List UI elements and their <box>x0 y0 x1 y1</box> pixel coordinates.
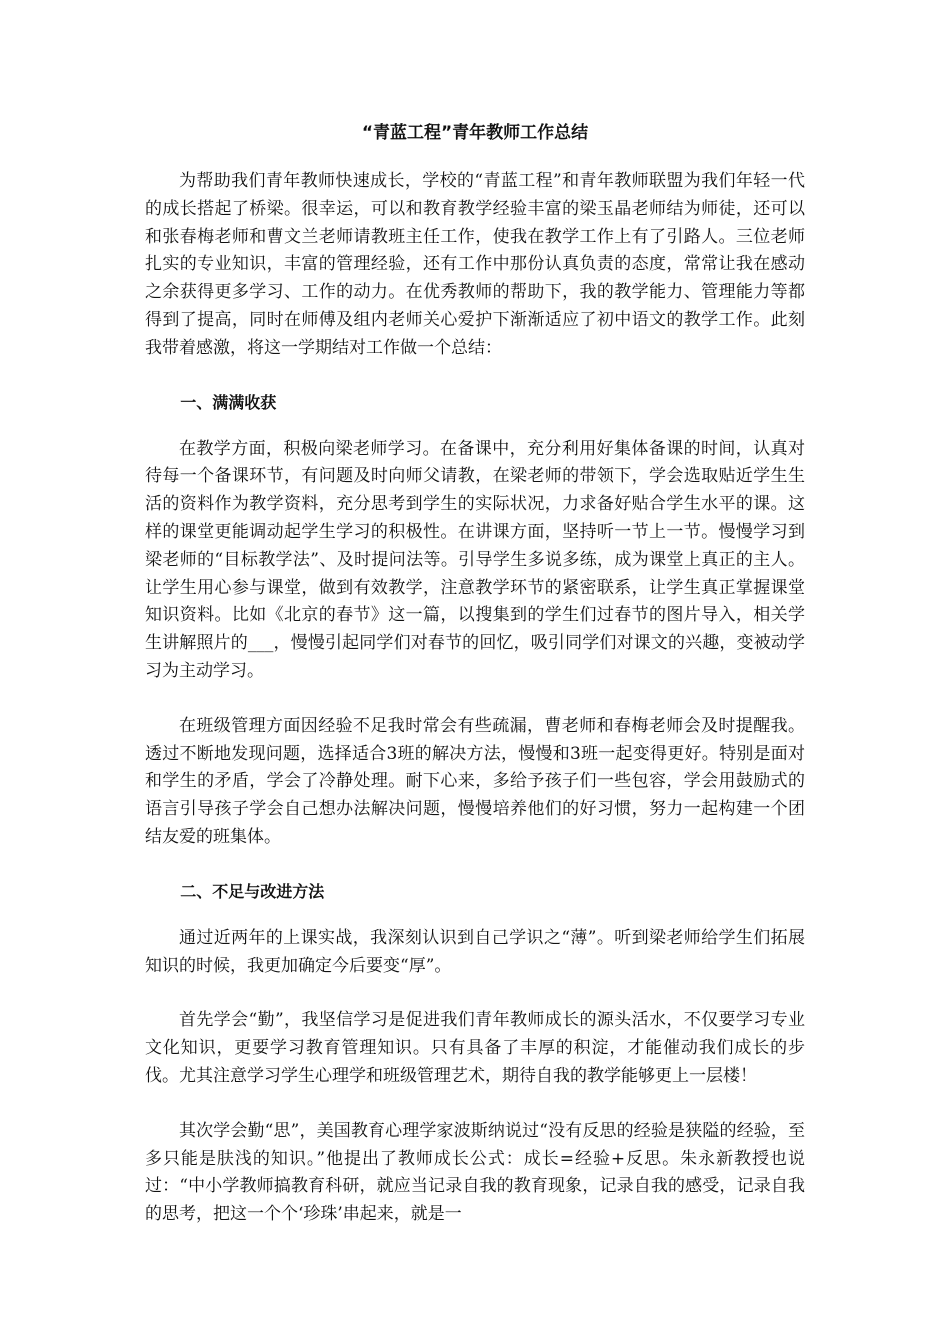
paragraph-class-management: 在班级管理方面因经验不足我时常会有些疏漏，曹老师和春梅老师会及时提醒我。透过不断地发现问题，选择适合3班的解决方法，慢慢和3班一起变得更好。特别是面对和学生的矛盾，学会了冷静处理。耐下心来，多给予孩子们一些包容，学会用鼓励式的语言引导孩子学会自己想办法解决问题，慢慢培养他们的好习惯，努力一起构建一个团结友爱的班集体。 <box>145 715 805 847</box>
paragraph-reflection: 其次学会勤“思”，美国教育心理学家波斯纳说过“没有反思的经验是狭隘的经验，至多只能是肤浅的知识。”他提出了教师成长公式：成长=经验+反思。朱永新教授也说过：“中小学教师搞教育科研，就应当记录自我的教育现象，记录自我的感受，记录自我的思考，把这一个个‘珍珠’串起来，就是一 <box>145 1120 805 1225</box>
intro-paragraph: 为帮助我们青年教师快速成长，学校的“青蓝工程”和青年教师联盟为我们年轻一代的成长搭起了桥梁。很幸运，可以和教育教学经验丰富的梁玉晶老师结为师徒，还可以和张春梅老师和曹文兰老师请教班主任工作，使我在教学工作上有了引路人。三位老师扎实的专业知识，丰富的管理经验，还有工作中那份认真负责的态度，常常让我在感动之余获得更多学习、工作的动力。在优秀教师的帮助下，我的教学能力、管理能力等都得到了提高，同时在师傅及组内老师关心爱护下渐渐适应了初中语文的教学工作。此刻我带着感激，将这一学期结对工作做一个总结： <box>145 171 805 358</box>
paragraph-thin-knowledge: 通过近两年的上课实战，我深刻认识到自己学识之“薄”。听到梁老师给学生们拓展知识的时候，我更加确定今后要变“厚”。 <box>145 927 805 976</box>
paragraph-diligence: 首先学会“勤”，我坚信学习是促进我们青年教师成长的源头活水，不仅要学习专业文化知识，更要学习教育管理知识。只有具备了丰厚的积淀，才能催动我们成长的步伐。尤其注意学习学生心理学和班级管理艺术，期待自我的教学能够更上一层楼！ <box>145 1010 805 1086</box>
paragraph-teaching: 在教学方面，积极向梁老师学习。在备课中，充分利用好集体备课的时间，认真对待每一个备课环节，有问题及时向师父请教，在梁老师的带领下，学会选取贴近学生生活的资料作为教学资料，充分思考到学生的实际状况，力求备好贴合学生水平的课。这样的课堂更能调动起学生学习的积极性。在讲课方面，坚持听一节上一节。慢慢学习到梁老师的“目标教学法”、及时提问法等。引导学生多说多练，成为课堂上真正的主人。让学生用心参与课堂，做到有效教学，注意教学环节的紧密联系，让学生真正掌握课堂知识资料。比如《北京的春节》这一篇，以搜集到的学生们过春节的图片导入，相关学生讲解照片的___，慢慢引起同学们对春节的回忆，吸引同学们对课文的兴趣，变被动学习为主动学习。 <box>145 438 805 681</box>
document-page <box>145 120 805 1256</box>
section-heading-harvest: 一、满满收获 <box>180 392 277 412</box>
section-heading-improvement: 二、不足与改进方法 <box>180 881 325 901</box>
document-title: “青蓝工程”青年教师工作总结 <box>361 123 589 143</box>
